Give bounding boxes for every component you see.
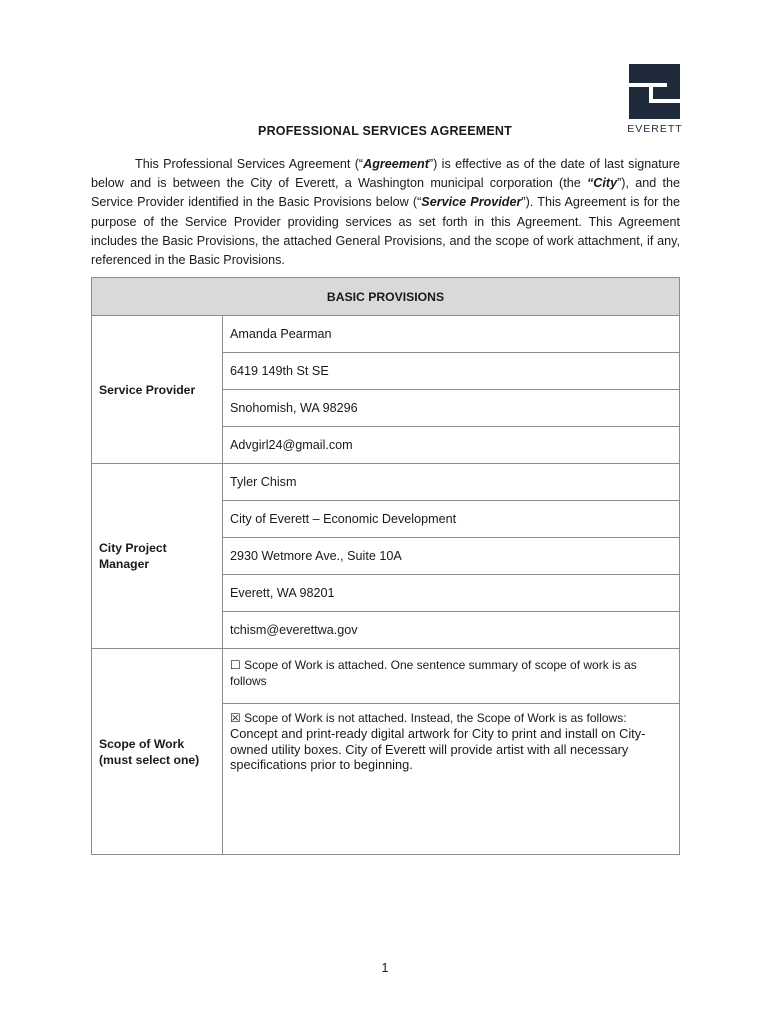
scope-description: Concept and print-ready digital artwork for City to print and install on City-owned utility boxes. City of Everett will provide artist with all necessary specifications prior to beginning. (230, 726, 646, 772)
checked-box-icon[interactable]: ☒ (230, 711, 241, 725)
intro-paragraph (91, 155, 680, 270)
scope-label-line2: (must select one) (99, 752, 200, 767)
intro-text-1: This Professional Services Agreement (“ (135, 157, 364, 171)
page-number: 1 (381, 961, 389, 975)
service-provider-email: Advgirl24@gmail.com (223, 427, 680, 464)
scope-option-attached (223, 649, 680, 704)
unchecked-box-icon[interactable]: ☐ (230, 658, 241, 672)
scope-label-line1: Scope of Work (99, 736, 185, 751)
project-manager-email: tchism@everettwa.gov (223, 612, 680, 649)
page-title: PROFESSIONAL SERVICES AGREEMENT (258, 124, 512, 138)
project-manager-street: 2930 Wetmore Ave., Suite 10A (223, 538, 680, 575)
service-provider-label: Service Provider (92, 316, 223, 464)
intro-service-provider-term: Service Provider (421, 195, 522, 210)
intro-text-3: ”), and the Service Provider identified in the Basic Provisions below (“ (91, 176, 680, 210)
scope-option-not-attached-text: Scope of Work is not attached. Instead, the Scope of Work is as follows: (244, 711, 627, 725)
intro-agreement-term: Agreement (363, 157, 429, 171)
service-provider-city: Snohomish, WA 98296 (223, 390, 680, 427)
everett-logo-icon (629, 64, 680, 119)
intro-text-2: ”) is effective as of the date of last signature below and is between the City of Everett, a Washington municipal corporation (the (91, 157, 680, 191)
project-manager-city: Everett, WA 98201 (223, 575, 680, 612)
project-manager-label-line1: City Project (99, 541, 167, 555)
intro-text-4: ”). This Agreement is for the purpose of the Service Provider providing services as set forth in this Agreement. This Agreement includes the Basic Provisions, the attached General Provisions, and the scope of work attachment, if any, referenced in the Basic Provisions. (91, 195, 681, 268)
project-manager-name: Tyler Chism (223, 464, 680, 501)
basic-provisions-header: BASIC PROVISIONS (92, 278, 680, 316)
scope-of-work-label (92, 649, 223, 855)
project-manager-label-line2: Manager (99, 557, 150, 571)
scope-option-attached-text: Scope of Work is attached. One sentence summary of scope of work is as follows (230, 658, 637, 688)
project-manager-label (92, 464, 223, 649)
service-provider-name: Amanda Pearman (223, 316, 680, 353)
intro-city-term: “City (586, 176, 618, 191)
service-provider-street: 6419 149th St SE (223, 353, 680, 390)
project-manager-department: City of Everett – Economic Development (223, 501, 680, 538)
scope-option-not-attached (223, 704, 680, 855)
logo-text: EVERETT (627, 123, 683, 135)
basic-provisions-table (91, 277, 680, 855)
